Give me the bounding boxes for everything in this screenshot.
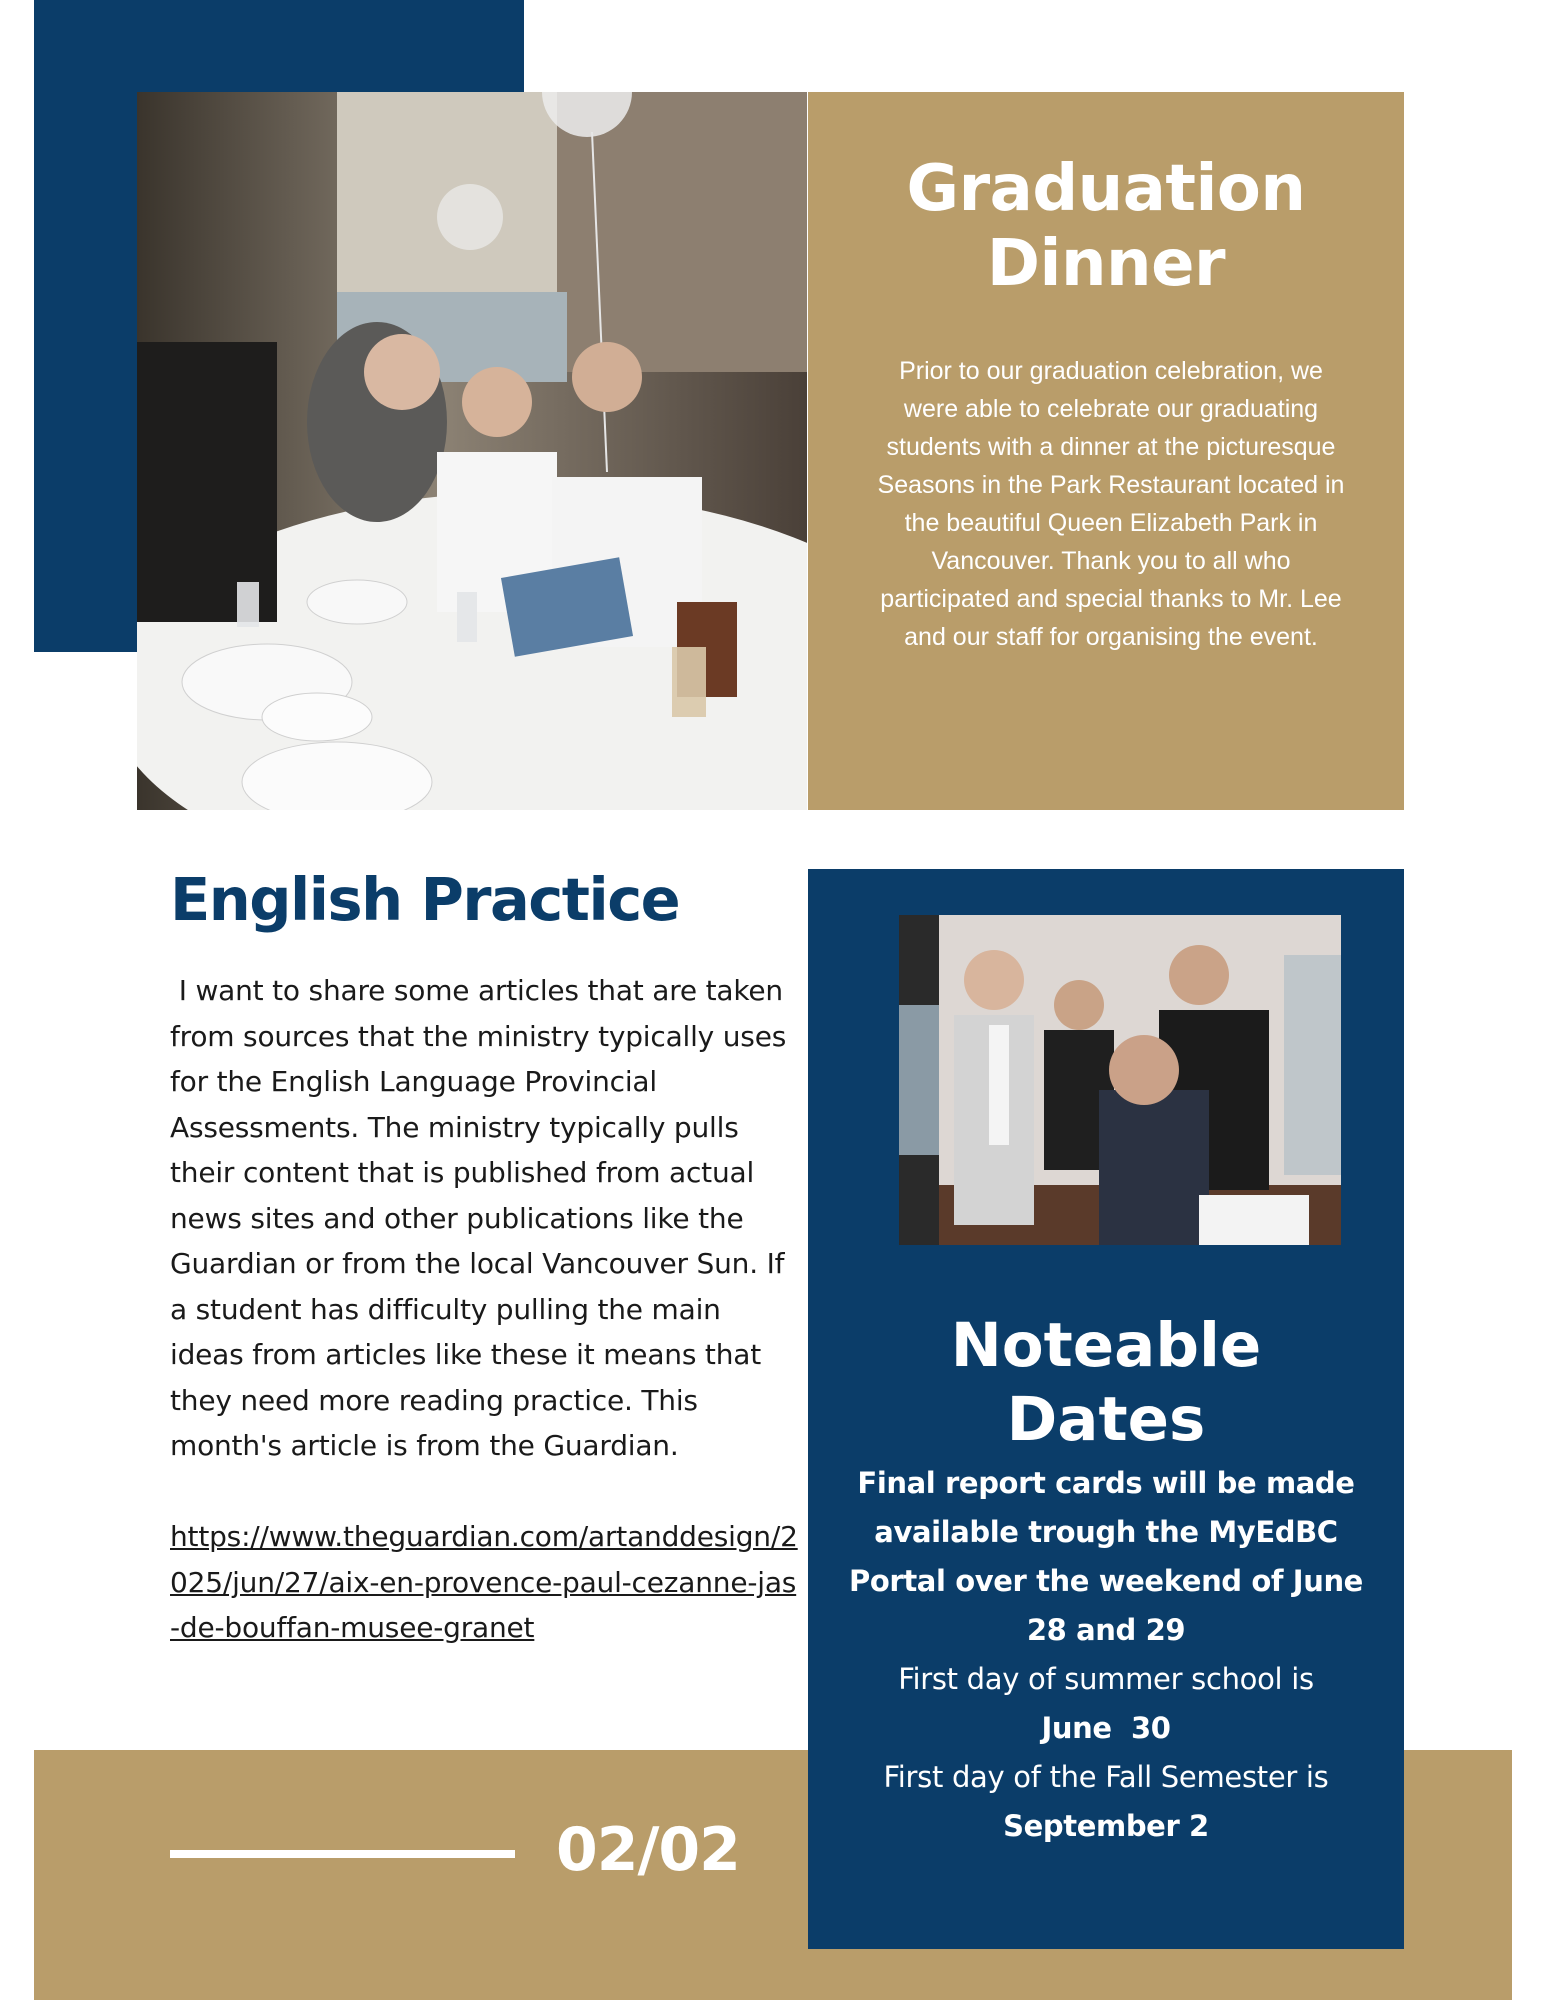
noteable-dates-list <box>828 1459 1384 1851</box>
english-practice-title: English Practice <box>170 865 680 934</box>
graduation-dinner-body: Prior to our graduation celebration, we were able to celebrate our graduating students with a dinner at the picturesque Seasons in the Park Restaurant located in the beautiful Queen Elizabeth Park in Vancouver. Thank you to all who participated and special thanks to Mr. Lee and our staff for organising the event. <box>877 357 1345 651</box>
guardian-article-link[interactable]: https://www.theguardian.com/artanddesign/2025/jun/27/aix-en-provence-paul-cezanne-jas-de-bouffan-musee-granet <box>170 1520 798 1644</box>
graduation-dinner-title-line1: Graduation <box>906 152 1306 226</box>
summer-school-date: June 30 <box>1041 1711 1171 1745</box>
graduation-dinner-title <box>808 152 1404 302</box>
noteable-dates-title-line2: Dates <box>1006 1384 1206 1455</box>
graduation-dinner-photo <box>137 92 807 810</box>
noteable-dates-title <box>808 1309 1404 1457</box>
fall-semester-date: September 2 <box>1003 1809 1209 1843</box>
english-practice-body: I want to share some articles that are taken from sources that the ministry typically uses for the English Language Provincial Assessments. The ministry typically pulls their content that is published from actual news sites and other publications like the Guardian or from the local Vancouver Sun. If a student has difficulty pulling the main ideas from articles like these it means that they need more reading practice. This month's article is from the Guardian. <box>170 974 795 1462</box>
page-number: 02/02 <box>556 1815 740 1885</box>
graduation-dinner-title-line2: Dinner <box>986 227 1226 301</box>
group-photo <box>899 915 1341 1245</box>
graduation-dinner-panel <box>808 92 1404 810</box>
summer-school-label: First day of summer school is <box>898 1662 1314 1696</box>
footer-divider-line <box>170 1850 515 1858</box>
noteable-dates-title-line1: Noteable <box>950 1310 1262 1381</box>
fall-semester-label: First day of the Fall Semester is <box>883 1760 1329 1794</box>
report-cards-note: Final report cards will be made available trough the MyEdBC Portal over the weekend of June 28 and 29 <box>849 1466 1363 1647</box>
